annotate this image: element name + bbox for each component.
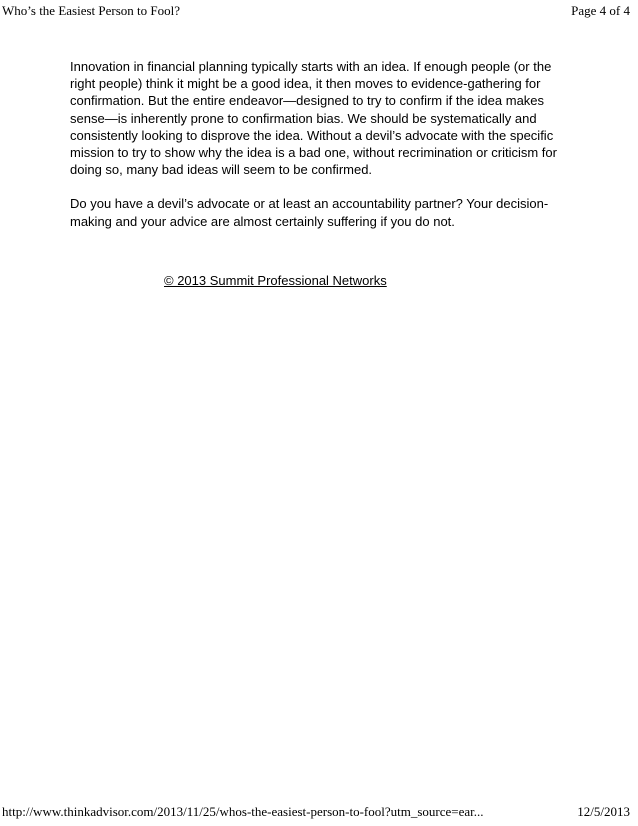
page-header-title: Who’s the Easiest Person to Fool? (2, 3, 181, 18)
article-paragraph: Do you have a devil’s advocate or at least an accountability partner? Your decision-making and your advice are almost certainly suffering if you do not. (70, 196, 549, 229)
page-number: Page 4 of 4 (571, 3, 630, 18)
copyright-link[interactable]: © 2013 Summit Professional Networks (164, 273, 387, 288)
footer-date: 12/5/2013 (577, 804, 630, 819)
footer-url: http://www.thinkadvisor.com/2013/11/25/whos-the-easiest-person-to-fool?utm_source=ear... (2, 804, 484, 819)
article-paragraph: Innovation in financial planning typically starts with an idea. If enough people (or the right people) think it might be a good idea, it then moves to evidence-gathering for confirmation. But the entire endeavor—designed to try to confirm if the idea makes sense—is inherently prone to confirmation bias. We should be systematically and consistently looking to disprove the idea. Without a devil’s advocate with the specific mission to try to show why the idea is a bad one, without recrimination or criticism for doing so, many bad ideas will seem to be confirmed. (70, 59, 557, 178)
article-body (70, 58, 560, 247)
